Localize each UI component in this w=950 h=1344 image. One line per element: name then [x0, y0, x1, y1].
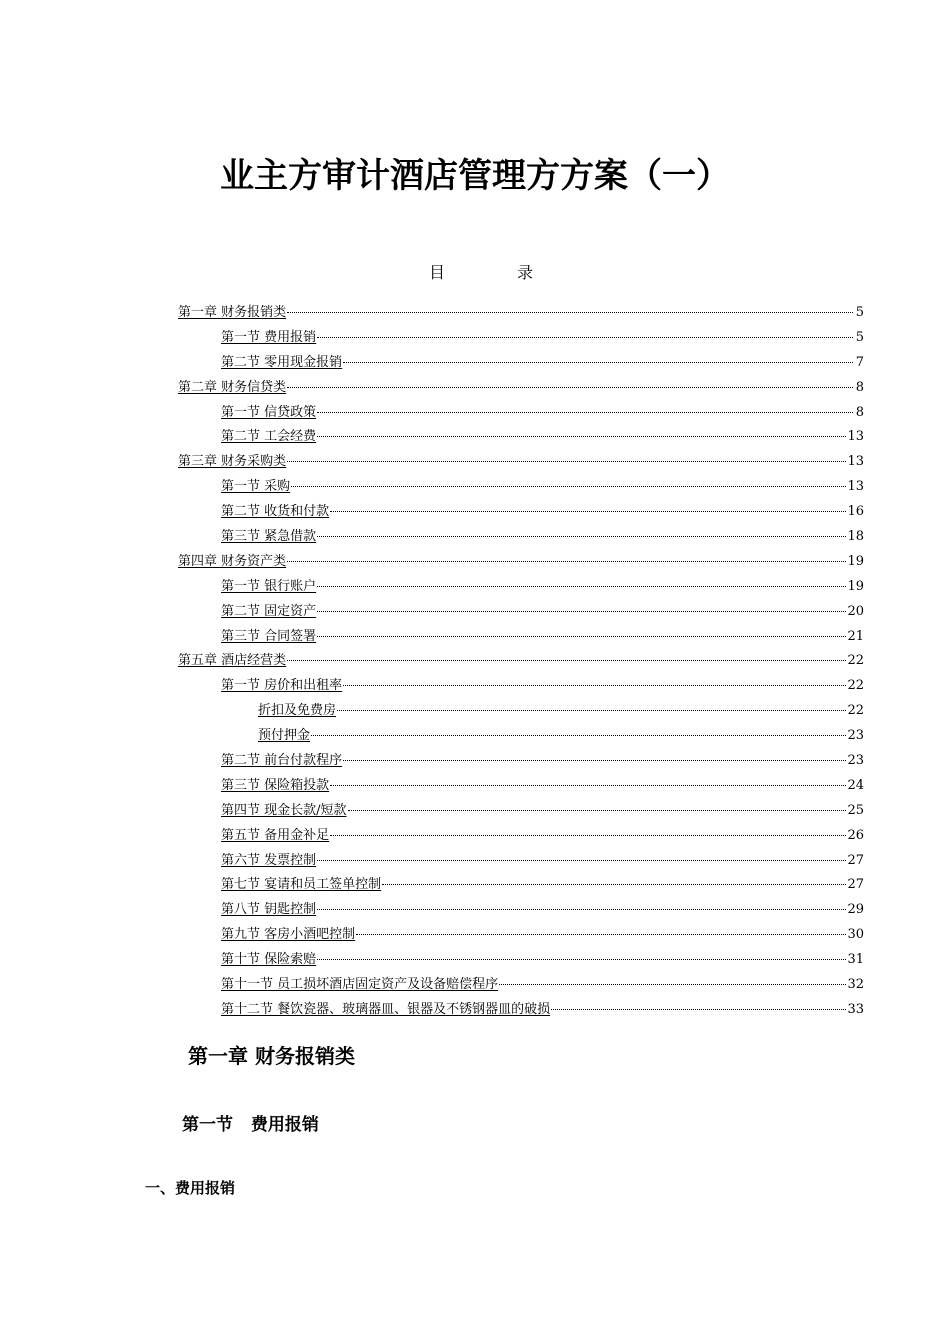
toc-entry-link[interactable]: 第一节 采购 [221, 479, 291, 495]
toc-dot-leader [551, 995, 846, 1010]
toc-entry-link[interactable]: 折扣及免费房 [258, 703, 337, 719]
toc-entry-link[interactable]: 第二节 收货和付款 [221, 504, 330, 520]
toc-dot-leader [317, 422, 846, 437]
toc-entry[interactable] [178, 998, 864, 1023]
toc-entry-link[interactable]: 第一节 房价和出租率 [221, 678, 343, 694]
toc-page-number: 16 [847, 504, 864, 520]
toc-page-number: 22 [847, 653, 864, 669]
toc-page-number: 22 [847, 703, 864, 719]
toc-entry-link[interactable]: 第五章 酒店经营类 [178, 653, 287, 669]
toc-entry-link[interactable]: 第五节 备用金补足 [221, 827, 330, 843]
toc-dot-leader [317, 572, 846, 587]
toc-page-number: 20 [847, 603, 864, 619]
toc-entry-link[interactable]: 预付押金 [258, 728, 311, 744]
toc-page-number: 19 [847, 553, 864, 569]
toc-dot-leader [330, 771, 846, 786]
toc-dot-leader [287, 547, 846, 562]
toc-page-number: 33 [847, 1001, 864, 1017]
toc-entry-link[interactable]: 第四章 财务资产类 [178, 553, 287, 569]
toc-page-number: 18 [847, 529, 864, 545]
toc-entry-link[interactable]: 第一节 信贷政策 [221, 404, 317, 420]
toc-dot-leader [317, 846, 846, 861]
toc-entry-link[interactable]: 第二节 零用现金报销 [221, 354, 343, 370]
toc-entry-link[interactable]: 第二章 财务信贷类 [178, 379, 287, 395]
section-heading: 第一节 费用报销 [182, 1115, 319, 1135]
toc-dot-leader [317, 945, 846, 960]
toc-entry-link[interactable]: 第一章 财务报销类 [178, 305, 287, 320]
toc-entry-link[interactable]: 第十节 保险索赔 [221, 952, 317, 968]
toc-page-number: 8 [855, 379, 864, 395]
toc-dot-leader [287, 447, 846, 462]
toc-page-number: 30 [847, 927, 864, 943]
toc-dot-leader [291, 472, 846, 487]
toc-dot-leader [343, 746, 846, 761]
toc-entry-link[interactable]: 第二节 工会经费 [221, 429, 317, 445]
toc-dot-leader [317, 895, 846, 910]
toc-entry-link[interactable]: 第二节 前台付款程序 [221, 753, 343, 769]
toc-page-number: 32 [847, 977, 864, 993]
toc-dot-leader [382, 870, 846, 885]
toc-dot-leader [317, 323, 853, 338]
toc-dot-leader [343, 671, 846, 686]
toc-page-number: 31 [847, 952, 864, 968]
toc-dot-leader [317, 398, 853, 413]
toc-page-number: 5 [855, 305, 864, 320]
toc-dot-leader [317, 522, 846, 537]
table-of-contents [178, 301, 864, 1023]
toc-dot-leader [311, 721, 846, 736]
toc-entry-link[interactable]: 第三章 财务采购类 [178, 454, 287, 470]
toc-page-number: 19 [847, 578, 864, 594]
toc-page-number: 5 [855, 329, 864, 345]
toc-dot-leader [287, 646, 846, 661]
toc-page-number: 13 [847, 429, 864, 445]
toc-entry-link[interactable]: 第三节 紧急借款 [221, 529, 317, 545]
document-title: 业主方审计酒店管理方方案（一） [220, 156, 730, 196]
toc-dot-leader [499, 970, 846, 985]
toc-page-number: 27 [847, 852, 864, 868]
toc-page-number: 23 [847, 728, 864, 744]
toc-page-number: 29 [847, 902, 864, 918]
toc-page-number: 23 [847, 753, 864, 769]
toc-dot-leader [330, 821, 846, 836]
toc-page-number: 13 [847, 454, 864, 470]
toc-entry-link[interactable]: 第八节 钥匙控制 [221, 902, 317, 918]
toc-entry-link[interactable]: 第六节 发票控制 [221, 852, 317, 868]
toc-page-number: 24 [847, 777, 864, 793]
toc-page-number: 21 [847, 628, 864, 644]
toc-page-number: 27 [847, 877, 864, 893]
toc-heading: 目 录 [428, 263, 561, 282]
chapter-heading: 第一章 财务报销类 [188, 1044, 355, 1068]
toc-page-number: 7 [855, 354, 864, 370]
toc-entry-link[interactable]: 第十二节 餐饮瓷器、玻璃器皿、银器及不锈钢器皿的破损 [221, 1001, 551, 1017]
toc-page-number: 25 [847, 802, 864, 818]
toc-entry-link[interactable]: 第一节 银行账户 [221, 578, 317, 594]
toc-entry-link[interactable]: 第二节 固定资产 [221, 603, 317, 619]
toc-page-number: 22 [847, 678, 864, 694]
toc-dot-leader [356, 920, 846, 935]
toc-page-number: 13 [847, 479, 864, 495]
toc-dot-leader [330, 497, 846, 512]
toc-dot-leader [343, 348, 853, 363]
toc-entry-link[interactable]: 第三节 保险箱投款 [221, 777, 330, 793]
toc-dot-leader [287, 298, 853, 313]
toc-entry-link[interactable]: 第九节 客房小酒吧控制 [221, 927, 356, 943]
toc-entry-link[interactable]: 第一节 费用报销 [221, 329, 317, 345]
toc-dot-leader [337, 696, 846, 711]
subsection-heading: 一、费用报销 [145, 1179, 236, 1197]
toc-entry-link[interactable]: 第七节 宴请和员工签单控制 [221, 877, 382, 893]
toc-entry-link[interactable]: 第四节 现金长款/短款 [221, 802, 347, 818]
toc-dot-leader [287, 373, 853, 388]
toc-entry-link[interactable]: 第三节 合同签署 [221, 628, 317, 644]
toc-dot-leader [317, 622, 846, 637]
toc-dot-leader [348, 796, 847, 811]
toc-page-number: 8 [855, 404, 864, 420]
toc-dot-leader [317, 597, 846, 612]
toc-entry-link[interactable]: 第十一节 员工损坏酒店固定资产及设备赔偿程序 [221, 977, 499, 993]
toc-page-number: 26 [847, 827, 864, 843]
